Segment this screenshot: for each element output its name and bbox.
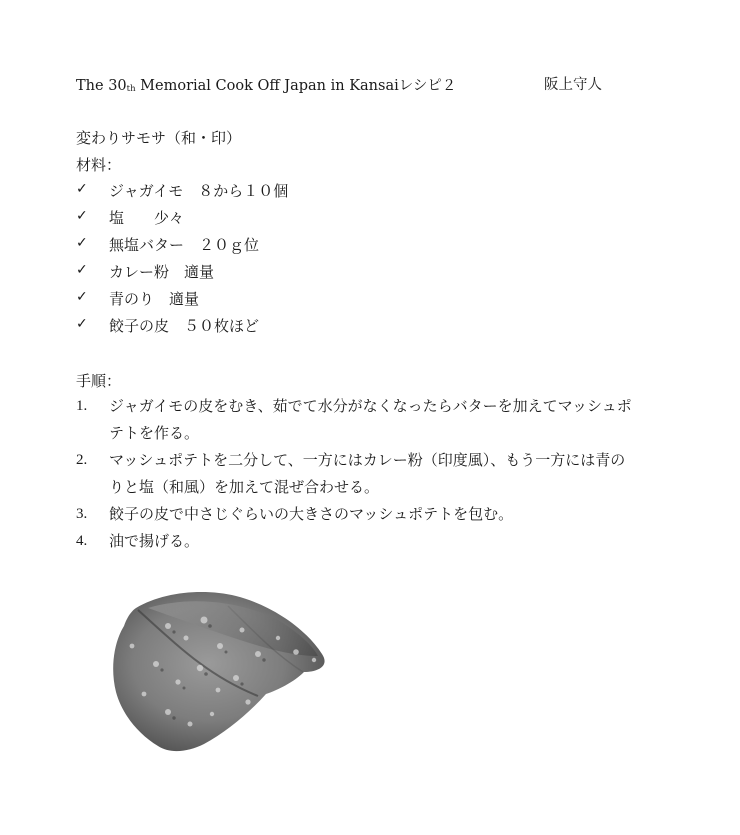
dish-title: 変わりサモサ（和・印） (76, 129, 242, 147)
step-item (76, 393, 656, 447)
step-number: 4. (76, 533, 88, 549)
steps-list (76, 393, 656, 555)
event-title (76, 74, 456, 95)
checkmark-icon: ✓ (76, 289, 88, 305)
ingredients-list (76, 180, 288, 342)
event-title-ordinal: th (126, 84, 136, 94)
event-title-prefix: The 30 (76, 78, 127, 94)
checkmark-icon: ✓ (76, 181, 88, 197)
ingredient-text: カレー粉 適量 (109, 263, 215, 281)
steps-heading: 手順： (76, 372, 122, 390)
ingredient-text: 餃子の皮 ５０枚ほど (109, 317, 260, 335)
ingredient-text: 無塩バター ２０ｇ位 (109, 236, 260, 254)
step-item (76, 528, 656, 555)
step-text: マッシュポテトを二分して、一方にはカレー粉（印度風）、もう一方には青のりと塩（和風）を加えて混ぜ合わせる。 (109, 451, 626, 496)
recipe-header (76, 74, 676, 95)
list-item (76, 288, 288, 315)
fried-samosa-photo (108, 586, 340, 758)
ingredients-heading: 材料： (76, 156, 122, 174)
list-item (76, 234, 288, 261)
step-number: 1. (76, 398, 88, 414)
step-text: 油で揚げる。 (109, 532, 200, 550)
ingredient-text: 塩 少々 (109, 209, 185, 227)
checkmark-icon: ✓ (76, 208, 88, 224)
author-name: 阪上守人 (544, 77, 602, 93)
checkmark-icon: ✓ (76, 235, 88, 251)
list-item (76, 261, 288, 288)
list-item (76, 207, 288, 234)
ingredient-text: 青のり 適量 (109, 290, 200, 308)
checkmark-icon: ✓ (76, 316, 88, 332)
event-title-suffix: Memorial Cook Off Japan in Kansaiレシピ２ (135, 78, 457, 94)
step-item (76, 501, 656, 528)
ingredient-text: ジャガイモ ８から１０個 (109, 182, 289, 200)
step-text: ジャガイモの皮をむき、茹でて水分がなくなったらバターを加えてマッシュポテトを作る。 (109, 397, 632, 442)
step-number: 3. (76, 506, 88, 522)
step-text: 餃子の皮で中さじぐらいの大きさのマッシュポテトを包む。 (109, 505, 514, 523)
step-number: 2. (76, 452, 88, 468)
list-item (76, 315, 288, 342)
step-item (76, 447, 656, 501)
list-item (76, 180, 288, 207)
checkmark-icon: ✓ (76, 262, 88, 278)
